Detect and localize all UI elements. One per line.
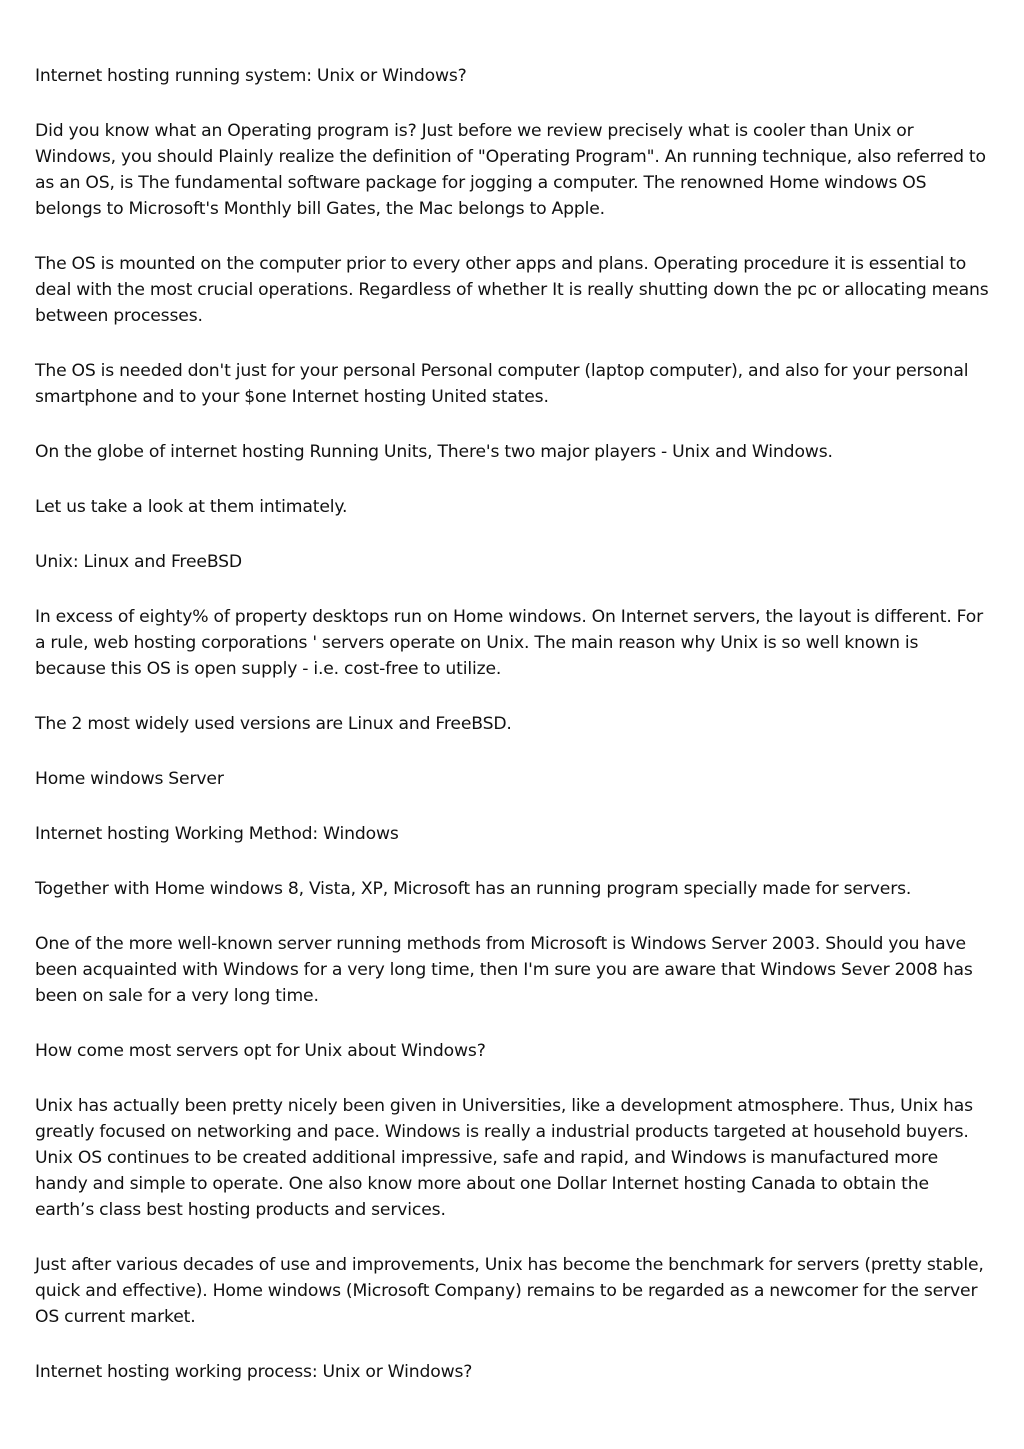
paragraph-os-needed: The OS is needed don't just for your personal Personal computer (laptop computer), and also for your personal smartphone and to your $one Internet hosting United states. (35, 361, 969, 407)
document-title: Internet hosting running system: Unix or Windows? (35, 66, 467, 86)
section-heading-hosting-windows: Internet hosting Working Method: Windows (35, 824, 399, 844)
paragraph-os-mounting: The OS is mounted on the computer prior to every other apps and plans. Operating procedure it is essential to deal with the most crucial operations. Regardless of whether It is really shutting down the pc or allocating means between processes. (35, 254, 989, 326)
paragraph-look-intimately: Let us take a look at them intimately. (35, 497, 348, 517)
paragraph-major-players: On the globe of internet hosting Running Units, There's two major players - Unix and Windows. (35, 442, 833, 462)
paragraph-unix-benchmark: Just after various decades of use and improvements, Unix has become the benchmark for servers (pretty stable, quick and effective). Home windows (Microsoft Company) remains to be regarded as a newcomer for the server OS current market. (35, 1255, 984, 1327)
document-body (35, 63, 990, 1414)
paragraph-unix-universities: Unix has actually been pretty nicely been given in Universities, like a development atmosphere. Thus, Unix has greatly focused on networking and pace. Windows is really a industrial products targeted at household buyers. Unix OS continues to be created additional impressive, safe and rapid, and Windows is manufactured more handy and simple to operate. One also know more about one Dollar Internet hosting Canada to obtain the earth’s class best hosting products and services. (35, 1096, 973, 1220)
paragraph-operating-program-definition: Did you know what an Operating program is? Just before we review precisely what is cooler than Unix or Windows, you should Plainly realize the definition of "Operating Program". An running technique, also referred to as an OS, is The fundamental software package for jogging a computer. The renowned Home windows OS belongs to Microsoft's Monthly bill Gates, the Mac belongs to Apple. (35, 121, 986, 219)
section-heading-unix: Unix: Linux and FreeBSD (35, 552, 243, 572)
paragraph-unix-popularity: In excess of eighty% of property desktops run on Home windows. On Internet servers, the layout is different. For a rule, web hosting corporations ' servers operate on Unix. The main reason why Unix is so well known is because this OS is open supply - i.e. cost-free to utilize. (35, 607, 984, 679)
paragraph-unix-versions: The 2 most widely used versions are Linux and FreeBSD. (35, 714, 512, 734)
section-heading-why-unix: How come most servers opt for Unix about Windows? (35, 1041, 486, 1061)
paragraph-windows-server-os: Together with Home windows 8, Vista, XP, Microsoft has an running program specially made for servers. (35, 879, 912, 899)
section-heading-windows-server: Home windows Server (35, 769, 224, 789)
section-heading-conclusion: Internet hosting working process: Unix or Windows? (35, 1362, 473, 1382)
paragraph-windows-server-2003: One of the more well-known server running methods from Microsoft is Windows Server 2003. Should you have been acquainted with Windows for a very long time, then I'm sure you are aware that Windows Sever 2008 has been on sale for a very long time. (35, 934, 973, 1006)
